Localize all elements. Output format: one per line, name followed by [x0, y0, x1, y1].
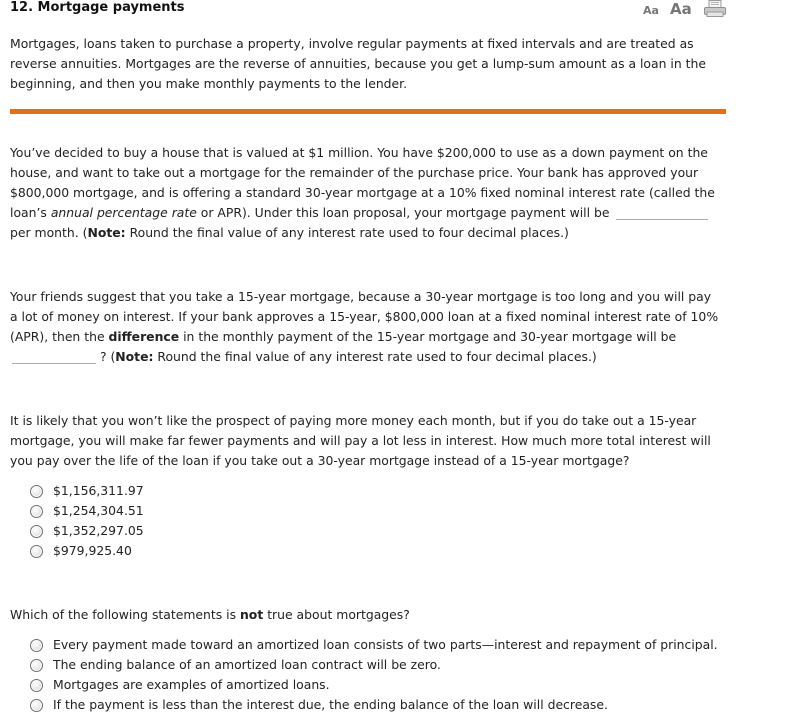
radio-button[interactable] [30, 545, 43, 558]
answer-option[interactable]: $1,254,304.51 [30, 501, 144, 521]
increase-font-button[interactable]: Aa [670, 0, 692, 18]
radio-button[interactable] [30, 699, 43, 712]
part1-paragraph: You’ve decided to buy a house that is valued at $1 million. You have $200,000 to use as a down payment on the house, and want to take out a mortgage for the remainder of the purchase price. Your bank has approved your $800,000 mortgage, and is offering a standard 30-year mortgage at a 10% fixed nominal interest rate (called the loan’s annual percentage rate or APR). Under this loan proposal, your mortgage payment will be per month. (Note: Round the final value of any interest rate used to four decimal places.) [10, 145, 715, 240]
answer-option[interactable]: $1,352,297.05 [30, 521, 144, 541]
radio-button[interactable] [30, 485, 43, 498]
decrease-font-button[interactable]: Aa [643, 4, 659, 17]
radio-button[interactable] [30, 679, 43, 692]
radio-button[interactable] [30, 525, 43, 538]
monthly-payment-30yr-input[interactable] [616, 205, 708, 220]
section-divider [10, 109, 726, 114]
answer-option[interactable]: The ending balance of an amortized loan contract will be zero. [30, 655, 718, 675]
part3-options [30, 481, 144, 561]
answer-option[interactable]: If the payment is less than the interest due, the ending balance of the loan will decrease. [30, 695, 718, 715]
print-icon[interactable] [704, 0, 726, 17]
radio-button[interactable] [30, 505, 43, 518]
radio-button[interactable] [30, 639, 43, 652]
answer-option[interactable]: Every payment made toward an amortized loan consists of two parts—interest and repayment of principal. [30, 635, 718, 655]
part4-options [30, 635, 718, 715]
intro-paragraph: Mortgages, loans taken to purchase a property, involve regular payments at fixed intervals and are treated as reverse annuities. Mortgages are the reverse of annuities, because you get a lump-sum amount as a loan in the beginning, and then you make monthly payments to the lender. [10, 36, 706, 91]
part2-paragraph: Your friends suggest that you take a 15-year mortgage, because a 30-year mortgage is too long and you will pay a lot of money on interest. If your bank approves a 15-year, $800,000 loan at a fixed nominal interest rate of 10% (APR), then the difference in the monthly payment of the 15-year mortgage and 30-year mortgage will be ? (Note: Round the final value of any interest rate used to four decimal places.) [10, 289, 719, 364]
answer-option[interactable]: $1,156,311.97 [30, 481, 144, 501]
part3-paragraph: It is likely that you won’t like the prospect of paying more money each month, but if you do take out a 15-year mortgage, you will make far fewer payments and will pay a lot less in interest. How much more total interest will you pay over the life of the loan if you take out a 30-year mortgage instead of a 15-year mortgage? [10, 413, 711, 468]
radio-button[interactable] [30, 659, 43, 672]
question-title: 12. Mortgage payments [10, 0, 185, 15]
answer-option[interactable]: Mortgages are examples of amortized loans. [30, 675, 718, 695]
payment-difference-input[interactable] [12, 349, 96, 364]
part4-question: Which of the following statements is not true about mortgages? [10, 607, 410, 622]
answer-option[interactable]: $979,925.40 [30, 541, 144, 561]
